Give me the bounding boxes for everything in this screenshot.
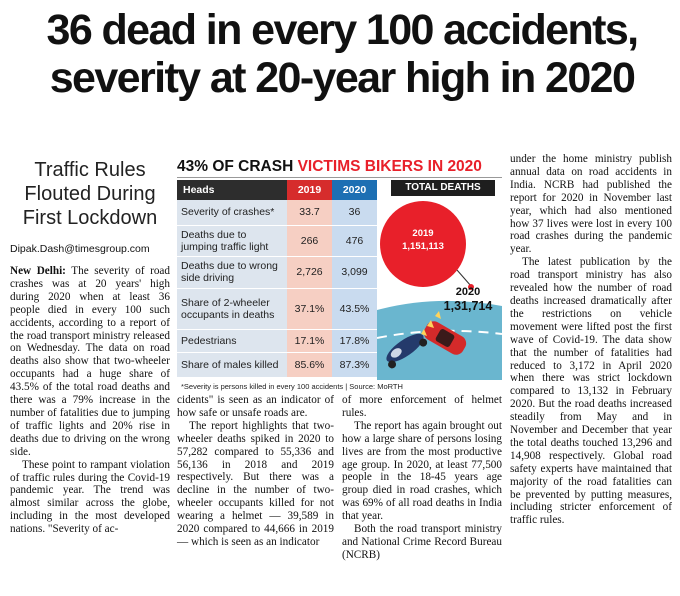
infographic-title bbox=[177, 156, 502, 178]
article-paragraph: The latest publication by the road transport ministry has also revealed how the number of road deaths increased dramatically after the restrictions on vehicle movement were lifted post the first wave of Covid-19. The data show that the number of fatalities had reduced to 3,172 in April 2020 when there was strict lockdown compared to 13,132 in February 2020. But the road deaths increased steadily from May and in November and December that year the total deaths touched 13,296 and 14,908 respectively. Global road safety experts have maintained that majority of the road fatalities can be prevented by putting measures, including stricter enforcement of traffic rules. bbox=[510, 256, 672, 527]
article-paragraph: The report has again brought out how a large share of persons losing lives are from the most productive age group. In 2020, at least 77,500 people in the 18-45 years age group died in road crashes, which was 69% of all road deaths in India that year. bbox=[342, 419, 502, 523]
table-row bbox=[177, 225, 377, 256]
article-paragraph bbox=[10, 265, 170, 459]
cell-2019: 266 bbox=[287, 225, 332, 256]
table-row bbox=[177, 200, 377, 225]
row-label: Severity of crashes* bbox=[177, 200, 287, 225]
bubble-2019-value: 1,151,113 bbox=[402, 241, 444, 252]
cell-2020: 476 bbox=[332, 225, 377, 256]
cell-2019: 33.7 bbox=[287, 200, 332, 225]
article-paragraph: These point to rampant violation of traffic rules during the Covid-19 pandemic year. The trend was almost similar across the globe, including in the most developed nations. "Severity of ac- bbox=[10, 458, 170, 536]
table-row bbox=[177, 288, 377, 329]
total-deaths-label: TOTAL DEATHS bbox=[391, 180, 495, 196]
bubble-2019-label bbox=[386, 227, 460, 253]
table-header-row bbox=[177, 180, 377, 200]
cell-2019: 2,726 bbox=[287, 256, 332, 288]
byline: Dipak.Dash@timesgroup.com bbox=[10, 243, 150, 255]
header-2019: 2019 bbox=[287, 180, 332, 200]
cell-2020: 17.8% bbox=[332, 329, 377, 352]
infographic-source-note: *Severity is persons killed in every 100 accidents | Source: MoRTH bbox=[181, 382, 403, 391]
cell-2020: 36 bbox=[332, 200, 377, 225]
row-label: Share of males killed bbox=[177, 352, 287, 377]
row-label: Pedestrians bbox=[177, 329, 287, 352]
cell-2020: 43.5% bbox=[332, 288, 377, 329]
subheadline-line-2: Flouted During bbox=[24, 183, 156, 205]
row-label: Deaths due to jumping traffic light bbox=[177, 225, 287, 256]
bubble-2019-year: 2019 bbox=[412, 228, 434, 239]
table-row bbox=[177, 352, 377, 377]
table-row bbox=[177, 329, 377, 352]
cell-2019: 37.1% bbox=[287, 288, 332, 329]
article-column-4 bbox=[510, 153, 672, 527]
header-heads: Heads bbox=[177, 180, 287, 200]
bubble-connector bbox=[457, 270, 471, 286]
infographic-title-red: VICTIMS BIKERS IN 2020 bbox=[297, 158, 482, 175]
cell-2020: 87.3% bbox=[332, 352, 377, 377]
bubble-2020-value: 1,31,714 bbox=[443, 299, 493, 313]
article-paragraph: The report highlights that two-wheeler deaths spiked in 2020 to 57,282 compared to 55,336 and 56,136 in 2018 and 2019 respectively. But there was a decline in the number of two-wheeler occupants killed for not wearing a helmet — 39,589 in 2020 compared to 44,666 in 2019 — which is seen as an indicator bbox=[177, 419, 334, 548]
cell-2019: 85.6% bbox=[287, 352, 332, 377]
subheadline-line-1: Traffic Rules bbox=[34, 159, 146, 181]
header-2020: 2020 bbox=[332, 180, 377, 200]
subheadline bbox=[10, 158, 170, 230]
article-paragraph: Both the road transport ministry and National Crime Record Bureau (NCRB) bbox=[342, 523, 502, 561]
article-paragraph: of more enforcement of helmet rules. bbox=[342, 394, 502, 419]
crash-data-table bbox=[177, 180, 377, 378]
cell-2019: 17.1% bbox=[287, 329, 332, 352]
headline-line-1: 36 dead in every 100 accidents, bbox=[46, 6, 638, 54]
bubble-2020-label bbox=[438, 285, 498, 313]
article-paragraph: under the home ministry publish annual data on road accidents in India. NCRB had published the report for 2020 in November last year, which had also mentioned how 37 lives were lost in every 100 road crashes during the pandemic year. bbox=[510, 153, 672, 256]
infographic-title-black: 43% OF CRASH bbox=[177, 158, 298, 175]
table-row bbox=[177, 256, 377, 288]
article-column-3 bbox=[342, 394, 502, 562]
headline bbox=[10, 6, 674, 102]
headline-line-2: severity at 20-year high in 2020 bbox=[49, 54, 635, 102]
article-column-1 bbox=[10, 265, 170, 536]
article-paragraph: cidents" is seen as an indicator of how safe or unsafe roads are. bbox=[177, 394, 334, 419]
bubble-2020-year: 2020 bbox=[455, 286, 481, 298]
paragraph-text: The severity of road crashes was at 20 years' high during 2020 when at least 36 people died in every 100 such accidents, according to a report of the road transport ministry released on Wednesday. The data on road deaths also show that two-wheeler occupants had a huge share of 43.5% of the total road deaths and there was a 79% increase in the number of fatalities due to jumping of traffic lights and 20% rise in deaths due to driving on the wrong side. bbox=[10, 265, 170, 458]
dateline: New Delhi: bbox=[10, 265, 66, 277]
cell-2020: 3,099 bbox=[332, 256, 377, 288]
row-label: Deaths due to wrong side driving bbox=[177, 256, 287, 288]
row-label: Share of 2-wheeler occupants in deaths bbox=[177, 288, 287, 329]
subheadline-line-3: First Lockdown bbox=[22, 207, 158, 229]
article-column-2 bbox=[177, 394, 334, 549]
